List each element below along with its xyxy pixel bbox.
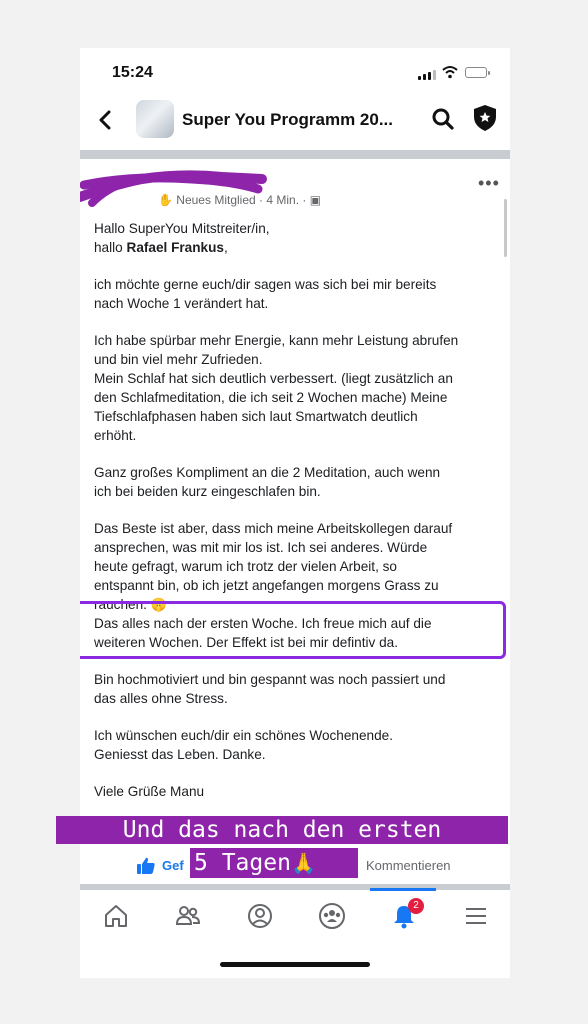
home-icon[interactable]	[102, 902, 130, 930]
header-divider	[80, 150, 510, 159]
profile-icon[interactable]	[246, 902, 274, 930]
post-meta	[158, 193, 321, 207]
status-bar	[80, 48, 510, 98]
post	[80, 159, 510, 879]
post-time[interactable]: 4 Min.	[266, 193, 300, 207]
meta-separator: ·	[259, 193, 267, 207]
member-badge: Neues Mitglied	[176, 193, 256, 207]
new-member-icon: ✋	[158, 193, 173, 207]
group-header	[80, 98, 510, 146]
signal-icon	[418, 70, 436, 80]
post-body	[94, 219, 504, 819]
menu-icon[interactable]	[462, 902, 490, 930]
nav-active-indicator	[370, 888, 436, 891]
status-time: 15:24	[112, 64, 153, 81]
post-paragraph: Das Beste ist aber, dass mich meine Arbeitskollegen darauf ansprechen, was mit mir los ist. Ich sei anderes. Würde heute gefragt, warum ich trotz der vielen Arbeit, so entspannt bin, ob ich jetzt angefangen morgens Grass zu rauchen. 🤫	[94, 521, 453, 612]
story-caption-line-1: Und das nach den ersten	[56, 816, 508, 844]
comment-button[interactable]: Kommentieren	[366, 858, 451, 873]
more-options-icon[interactable]: •••	[478, 173, 500, 193]
audience-icon: ▣	[309, 193, 322, 207]
signature: Viele Grüße Manu	[94, 784, 205, 799]
scrollbar[interactable]	[504, 199, 507, 257]
shush-emoji: 🤫	[150, 597, 167, 612]
groups-icon[interactable]	[318, 902, 346, 930]
search-icon[interactable]	[430, 106, 456, 132]
greeting-line: Hallo SuperYou Mitstreiter/in,	[94, 221, 270, 236]
notification-badge: 2	[408, 898, 424, 914]
like-icon[interactable]	[136, 856, 156, 876]
post-paragraph: Ganz großes Kompliment an die 2 Meditation, auch wenn ich bei beiden kurz eingeschlafen bin.	[94, 465, 441, 499]
post-paragraph: Bin hochmotiviert und bin gespannt was noch passiert und das alles ohne Stress.	[94, 672, 446, 706]
post-paragraph: ich möchte gerne euch/dir sagen was sich bei mir bereits nach Woche 1 verändert hat.	[94, 277, 437, 311]
pray-emoji: 🙏	[290, 851, 316, 875]
greeting-line-2: hallo Rafael Frankus,	[94, 240, 228, 255]
post-paragraph: Ich habe spürbar mehr Energie, kann mehr Leistung abrufen und bin viel mehr Zufrieden. Mein Schlaf hat sich deutlich verbessert. (liegt zusätzlich an den Schlafmeditation, die ich seit 2 Wochen mache) Meine Tiefschlafphasen haben sich laut Smartwatch deutlich erhöht.	[94, 333, 459, 443]
battery-icon	[465, 67, 487, 78]
mentioned-name[interactable]: Rafael Frankus	[126, 240, 224, 255]
home-indicator[interactable]	[220, 962, 370, 967]
like-button[interactable]: Gef	[162, 858, 184, 873]
shield-icon[interactable]	[472, 104, 498, 132]
highlighted-paragraph: Das alles nach der ersten Woche. Ich freue mich auf die weiteren Wochen. Der Effekt ist bei mir defintiv da.	[94, 616, 432, 650]
wifi-icon	[442, 65, 458, 79]
back-icon[interactable]	[92, 106, 120, 134]
group-avatar[interactable]	[136, 100, 174, 138]
post-paragraph: Ich wünschen euch/dir ein schönes Wochenende. Geniesst das Leben. Danke.	[94, 728, 394, 762]
group-title[interactable]: Super You Programm 20...	[182, 110, 393, 129]
nav-divider	[80, 884, 510, 890]
bottom-nav	[80, 894, 510, 938]
story-caption-line-2: 5 Tagen🙏	[190, 848, 358, 878]
friends-icon[interactable]	[174, 902, 202, 930]
meta-separator: ·	[302, 193, 310, 207]
